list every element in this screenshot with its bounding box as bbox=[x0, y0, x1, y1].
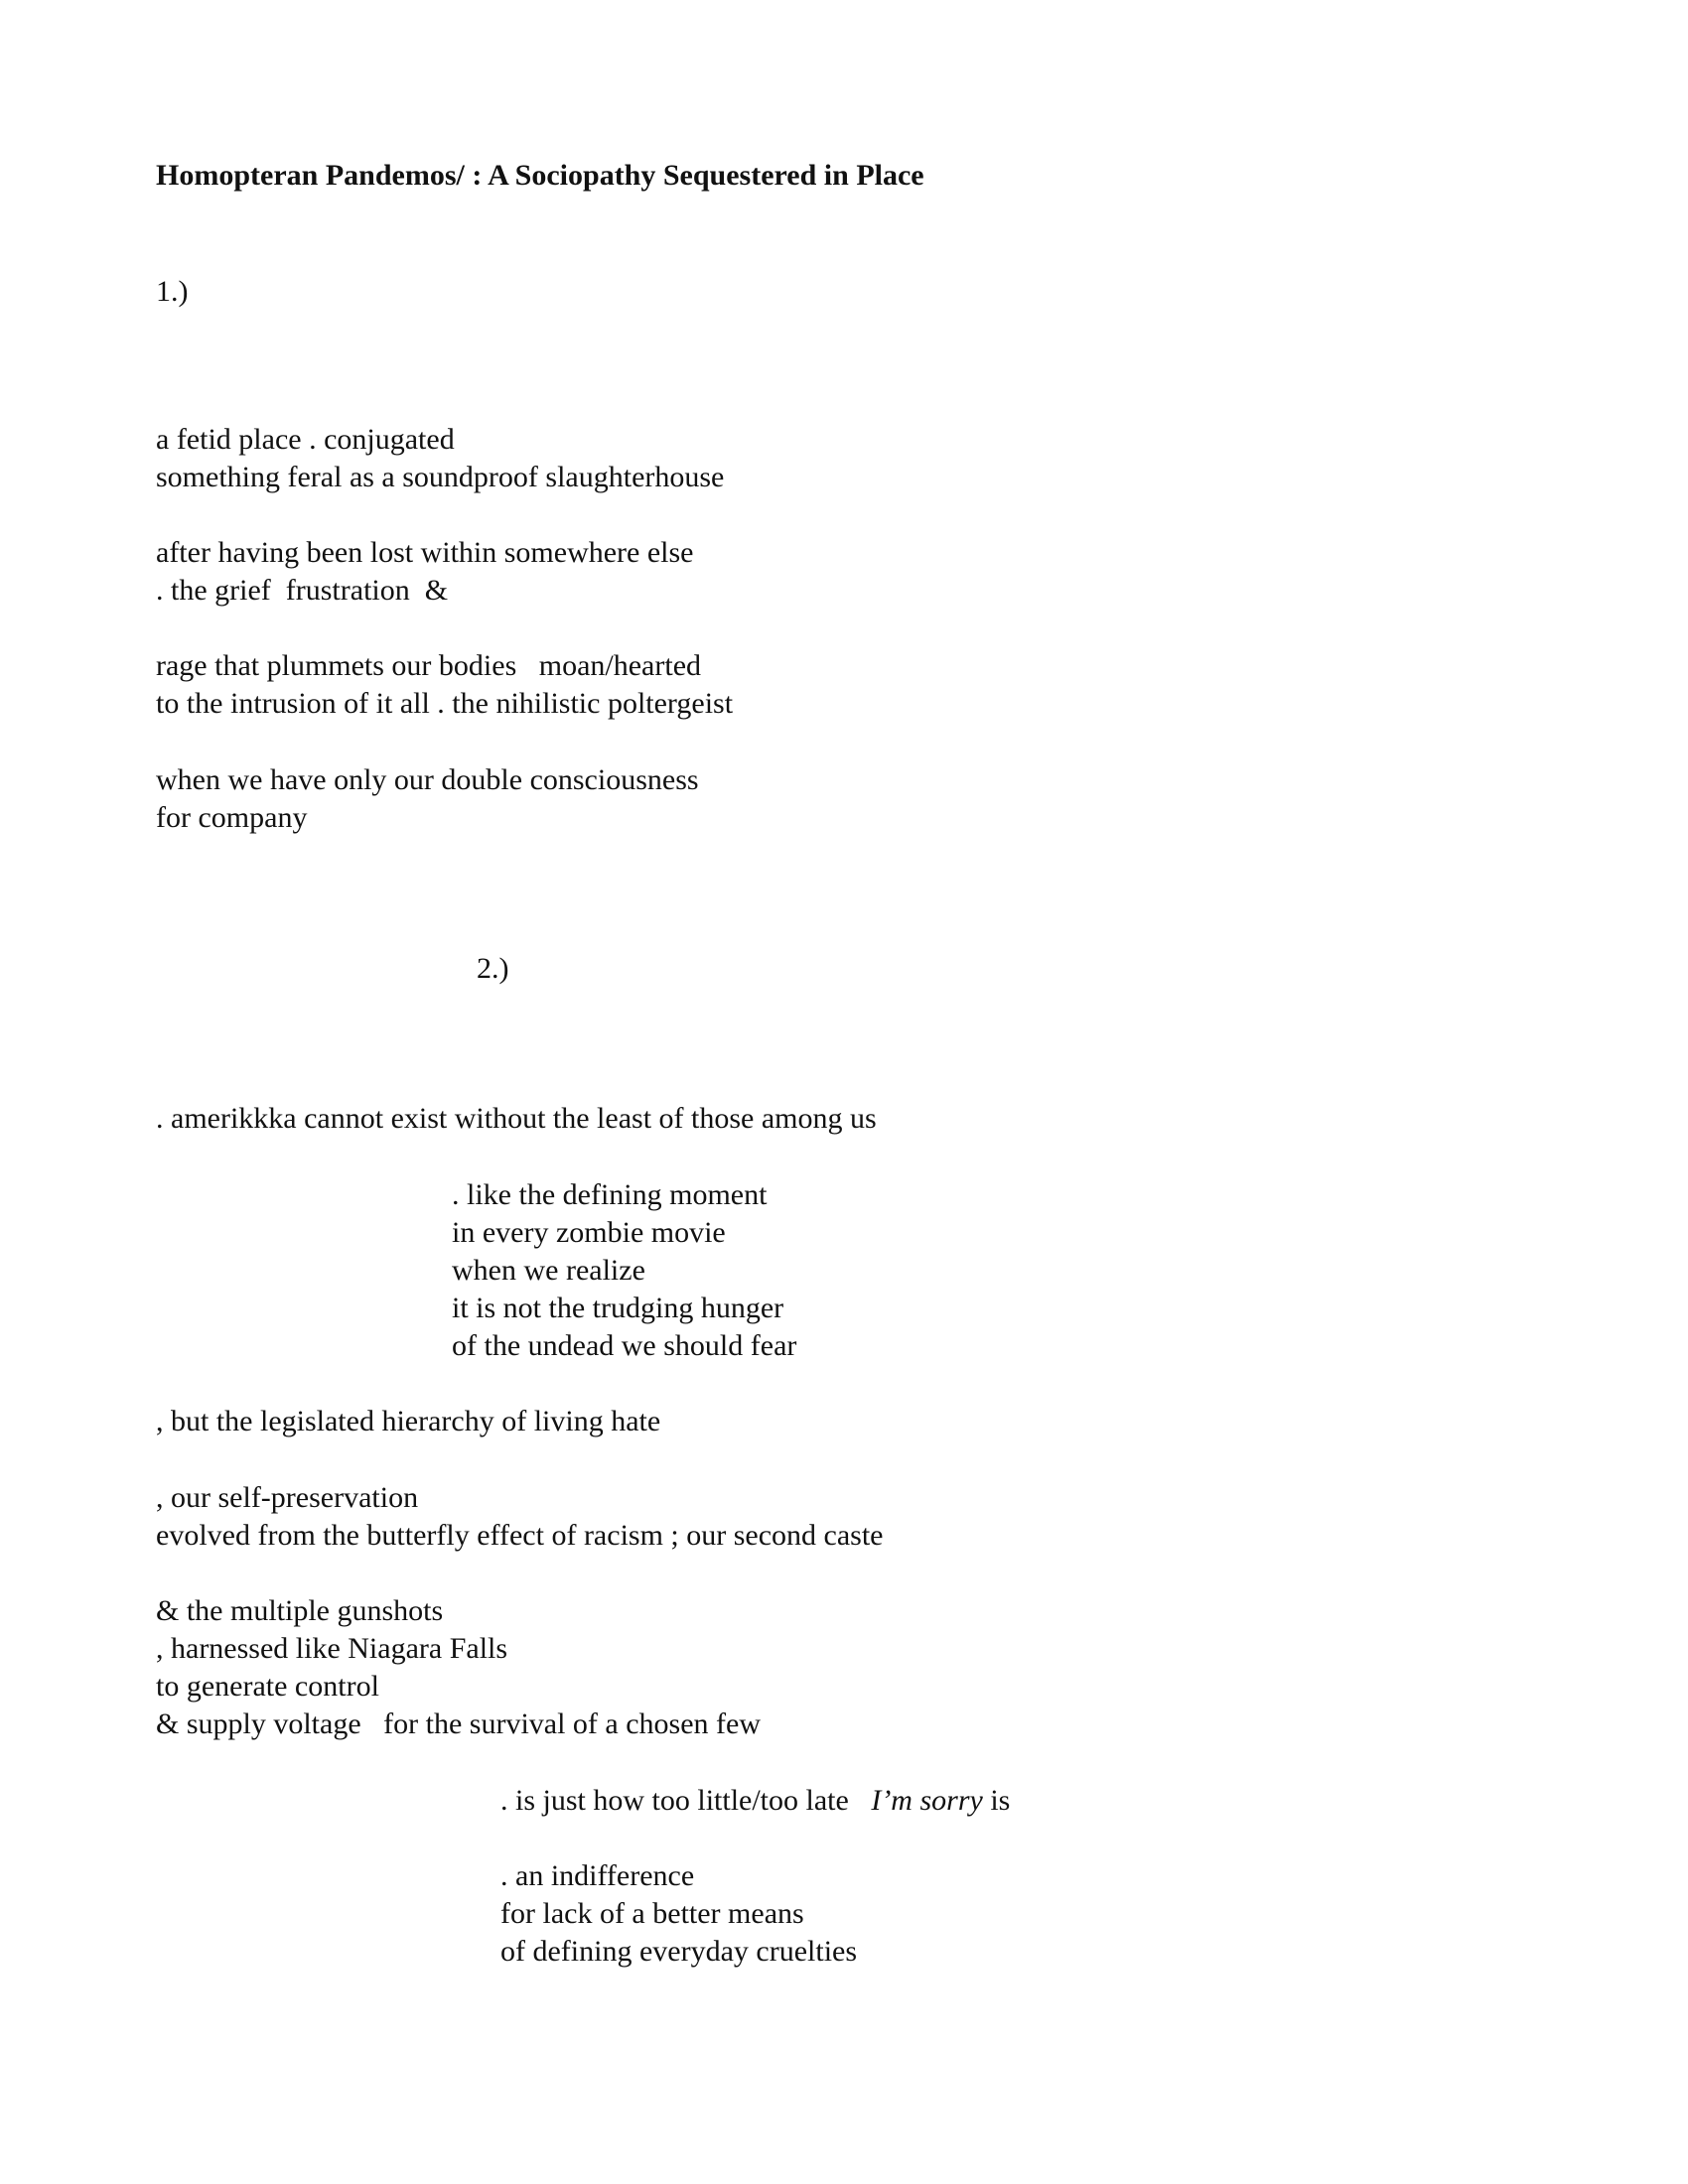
sorry-italic: I’m sorry bbox=[871, 1784, 983, 1817]
poem-line: when we have only our double consciousness bbox=[156, 763, 699, 796]
poem-line: a fetid place . conjugated bbox=[156, 423, 455, 456]
poem-line: , but the legislated hierarchy of living hate bbox=[156, 1405, 661, 1437]
poem-line: after having been lost within somewhere else bbox=[156, 536, 694, 569]
poem-line: it is not the trudging hunger bbox=[452, 1292, 784, 1324]
poem-line: & the multiple gunshots bbox=[156, 1594, 444, 1627]
poem-line: . amerikkka cannot exist without the least of those among us bbox=[156, 1102, 877, 1135]
sorry-prefix: . is just how too little/too late bbox=[500, 1784, 872, 1817]
poem-line: when we realize bbox=[452, 1254, 645, 1287]
sorry-suffix: is bbox=[982, 1784, 1011, 1817]
poem-line: for lack of a better means bbox=[500, 1897, 804, 1930]
poem-line: . the grief frustration & bbox=[156, 574, 449, 607]
poem-line: , our self-preservation bbox=[156, 1481, 419, 1514]
poem-line: , harnessed like Niagara Falls bbox=[156, 1632, 508, 1665]
poem-line: evolved from the butterfly effect of racism ; our second caste bbox=[156, 1519, 884, 1552]
poem-line: . like the defining moment bbox=[452, 1178, 768, 1211]
poem-line: for company bbox=[156, 801, 308, 834]
poem-line: . an indifference bbox=[500, 1859, 695, 1892]
poem-line: rage that plummets our bodies moan/hearted bbox=[156, 649, 702, 682]
poem-line: in every zombie movie bbox=[452, 1216, 726, 1249]
poem-title: Homopteran Pandemos/ : A Sociopathy Sequestered in Place bbox=[156, 159, 924, 192]
section-number: 2.) bbox=[477, 952, 509, 985]
poem-line: of defining everyday cruelties bbox=[500, 1935, 858, 1968]
poem-line: something feral as a soundproof slaughterhouse bbox=[156, 461, 725, 493]
poem-line: to generate control bbox=[156, 1670, 379, 1703]
poem-line-sorry bbox=[500, 1782, 1010, 1820]
poem-line: & supply voltage for the survival of a chosen few bbox=[156, 1707, 762, 1740]
poem-line: to the intrusion of it all . the nihilistic poltergeist bbox=[156, 687, 734, 720]
poem-line: of the undead we should fear bbox=[452, 1329, 797, 1362]
section-number: 1.) bbox=[156, 275, 189, 308]
